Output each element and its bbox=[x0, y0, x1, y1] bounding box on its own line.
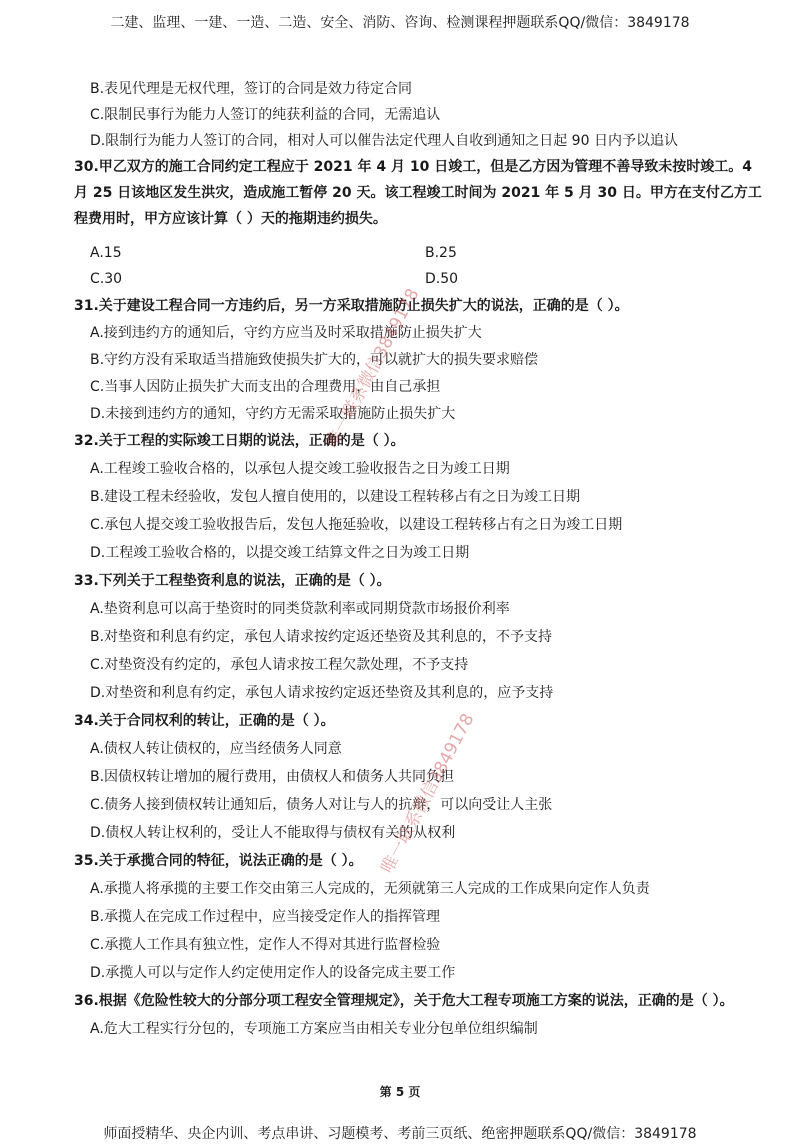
q34-option-d: D.债权人转让权利的，受让人不能取得与债权有关的从权利 bbox=[90, 825, 456, 841]
q32-option-a: A.工程竣工验收合格的，以承包人提交竣工验收报告之日为竣工日期 bbox=[90, 461, 510, 477]
q32-option-b: B.建设工程未经验收，发包人擅自使用的，以建设工程转移占有之日为竣工日期 bbox=[90, 489, 581, 505]
q33-option-c: C.对垫资没有约定的，承包人请求按工程欠款处理，不予支持 bbox=[90, 657, 469, 673]
watermark-upper: 唯一联系微信3849178 bbox=[322, 285, 424, 452]
q32-option-c: C.承包人提交竣工验收报告后，发包人拖延验收，以建设工程转移占有之日为竣工日期 bbox=[90, 517, 623, 533]
q33-option-d: D.对垫资和利息有约定，承包人请求按约定返还垫资及其利息的，应予支持 bbox=[90, 685, 554, 701]
q35-option-d: D.承揽人可以与定作人约定使用定作人的设备完成主要工作 bbox=[90, 965, 456, 981]
header-banner: 二建、监理、一建、一造、二造、安全、消防、咨询、检测课程押题联系QQ/微信：3849178 bbox=[110, 15, 690, 31]
q33-option-a: A.垫资利息可以高于垫资时的同类贷款利率或同期贷款市场报价利率 bbox=[90, 601, 510, 617]
q34-option-c: C.债务人接到债权转让通知后，债务人对让与人的抗辩，可以向受让人主张 bbox=[90, 797, 553, 813]
q30-option-b: B.25 bbox=[425, 245, 457, 261]
q29-option-b: B.表见代理是无权代理，签订的合同是效力待定合同 bbox=[90, 81, 413, 97]
q30-stem-line-3: 程费用时，甲方应该计算（ ）天的拖期违约损失。 bbox=[74, 211, 387, 227]
q31-option-d: D.未接到违约方的通知，守约方无需采取措施防止损失扩大 bbox=[90, 406, 456, 422]
q35-option-a: A.承揽人将承揽的主要工作交由第三人完成的，无须就第三人完成的工作成果向定作人负责 bbox=[90, 881, 650, 897]
q32-stem: 32.关于工程的实际竣工日期的说法，正确的是（ ）。 bbox=[74, 433, 405, 449]
q35-option-b: B.承揽人在完成工作过程中，应当接受定作人的指挥管理 bbox=[90, 909, 441, 925]
q34-option-b: B.因债权转让增加的履行费用，由债权人和债务人共同负担 bbox=[90, 769, 455, 785]
q35-option-c: C.承揽人工作具有独立性，定作人不得对其进行监督检验 bbox=[90, 937, 441, 953]
q31-stem: 31.关于建设工程合同一方违约后，另一方采取措施防止损失扩大的说法，正确的是（ ）。 bbox=[74, 298, 629, 314]
q30-stem-line-2: 月 25 日该地区发生洪灾，造成施工暂停 20 天。该工程竣工时间为 2021 年 5 月 30 日。甲方在支付乙方工 bbox=[74, 185, 762, 201]
q30-option-a: A.15 bbox=[90, 245, 122, 261]
q31-option-c: C.当事人因防止损失扩大而支出的合理费用，由自己承担 bbox=[90, 379, 441, 395]
q35-stem: 35.关于承揽合同的特征，说法正确的是（ ）。 bbox=[74, 853, 363, 869]
q31-option-b: B.守约方没有采取适当措施致使损失扩大的，可以就扩大的损失要求赔偿 bbox=[90, 352, 539, 368]
q29-option-d: D.限制行为能力人签订的合同，相对人可以催告法定代理人自收到通知之日起 90 日内予以追认 bbox=[90, 133, 678, 149]
q34-option-a: A.债权人转让债权的，应当经债务人同意 bbox=[90, 741, 342, 757]
q30-option-d: D.50 bbox=[425, 271, 459, 287]
watermark-lower: 唯一联系微信3849178 bbox=[377, 710, 479, 877]
q31-option-a: A.接到违约方的通知后，守约方应当及时采取措施防止损失扩大 bbox=[90, 325, 482, 341]
q36-option-a: A.危大工程实行分包的，专项施工方案应当由相关专业分包单位组织编制 bbox=[90, 1021, 538, 1037]
q33-stem: 33.下列关于工程垫资利息的说法，正确的是（ ）。 bbox=[74, 573, 391, 589]
q33-option-b: B.对垫资和利息有约定，承包人请求按约定返还垫资及其利息的，不予支持 bbox=[90, 629, 553, 645]
q29-option-c: C.限制民事行为能力人签订的纯获利益的合同，无需追认 bbox=[90, 107, 441, 123]
q32-option-d: D.工程竣工验收合格的，以提交竣工结算文件之日为竣工日期 bbox=[90, 545, 470, 561]
q36-stem: 36.根据《危险性较大的分部分项工程安全管理规定》，关于危大工程专项施工方案的说法，正确的是（ ）。 bbox=[74, 993, 734, 1009]
q30-stem-line-1: 30.甲乙双方的施工合同约定工程应于 2021 年 4 月 10 日竣工，但是乙方因为管理不善导致未按时竣工。4 bbox=[74, 159, 752, 175]
footer-banner: 师面授精华、央企内训、考点串讲、习题模考、考前三页纸、绝密押题联系QQ/微信：3849178 bbox=[103, 1126, 697, 1142]
q30-option-c: C.30 bbox=[90, 271, 123, 287]
q34-stem: 34.关于合同权利的转让，正确的是（ ）。 bbox=[74, 713, 335, 729]
page-number: 第 5 页 bbox=[379, 1085, 421, 1099]
